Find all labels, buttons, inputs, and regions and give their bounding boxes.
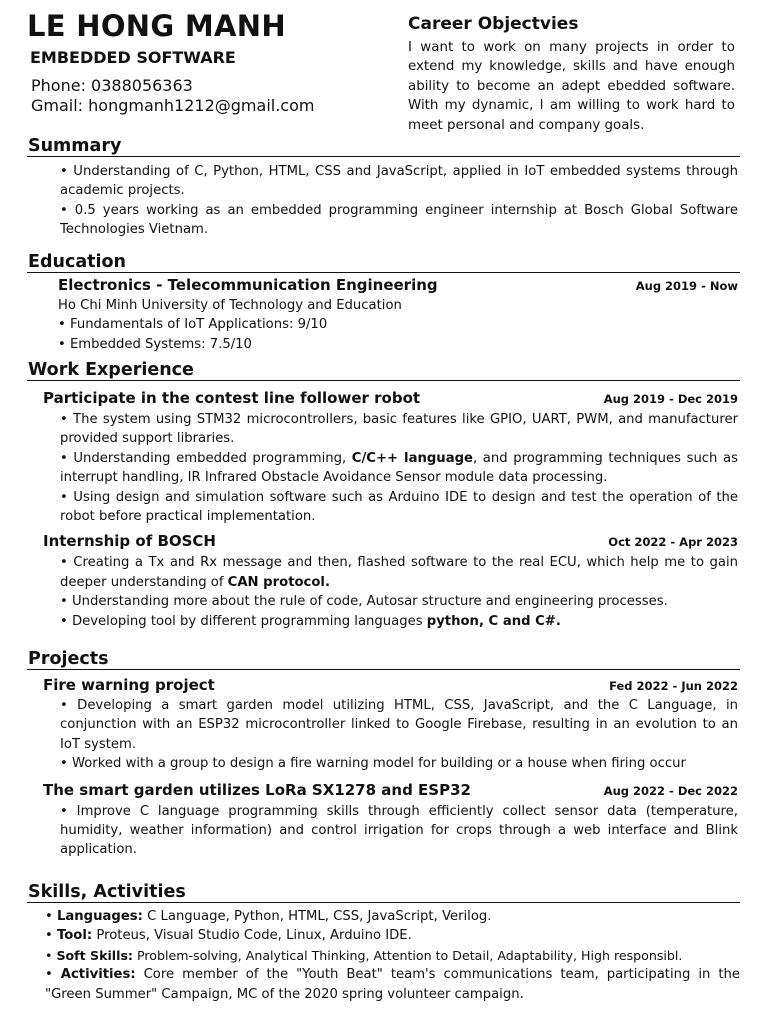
skill-languages: • Languages: C Language, Python, HTML, CSS, JavaScript, Verilog. [45,909,492,924]
work-heading [27,358,740,381]
career-objective [408,14,735,135]
work-bullet: • Understanding embedded programming, C/C++ language, and programming techniques such as interrupt handling, IR Infrared Obstacle Avoidance Sensor module data processing. [60,450,738,486]
work-bullet: • Creating a Tx and Rx message and then, flashed software to the real ECU, which help me to gain deeper understanding of CAN protocol. [60,555,738,590]
work-section [27,358,740,631]
work-bullet: • Developing tool by different programming languages python, C and C#. [60,613,561,629]
objective-title: Career Objectvies [408,14,579,34]
contact-phone: Phone: 0388056363 [31,76,193,95]
education-heading [27,250,740,273]
projects-title: Projects [28,649,109,669]
education-course: • Fundamentals of IoT Applications: 9/10 [58,317,328,333]
highlight-languages: python, C and C#. [426,613,561,629]
project-title: The smart garden utilizes LoRa SX1278 and ESP32 [43,780,471,799]
skills-heading [27,880,740,903]
objective-text: I want to work on many projects in order to extend my knowledge, skills and have enough ability to become an adept ebedded software. With my dynamic, I am willing to work hard to meet personal and company goals. [408,40,735,133]
education-degree: Electronics - Telecommunication Engineering [58,276,438,294]
projects-heading [27,647,740,670]
project-bullet: • Worked with a group to design a fire warning model for building or a house when firing occur [60,756,686,772]
project-bullet: • Developing a smart garden model utilizing HTML, CSS, JavaScript, and the C Language, in conjunction with an ESP32 microcontroller linked to Google Firebase, resulting in an evolution to an IoT system. [60,698,738,752]
summary-heading [27,134,740,157]
summary-item: • 0.5 years working as an embedded programming engineer internship at Bosch Global Software Technologies Vietnam. [60,202,738,238]
work-entry-date: Oct 2022 - Apr 2023 [608,535,738,550]
work-entry-title: Internship of BOSCH [43,532,216,551]
project-date: Fed 2022 - Jun 2022 [609,679,738,693]
summary-title: Summary [28,136,122,156]
skill-tools: • Tool: Proteus, Visual Studio Code, Linux, Arduino IDE. [45,928,412,944]
candidate-role: EMBEDDED SOFTWARE [30,48,236,67]
work-title: Work Experience [28,360,194,380]
education-date: Aug 2019 - Now [635,279,738,293]
project-bullet: • Improve C language programming skills through efficiently collect sensor data (temperature, humidity, weather information) and control irrigation for crops through a web interface and Blink application. [60,803,738,858]
education-course: • Embedded Systems: 7.5/10 [58,336,252,352]
skills-section [27,880,740,1004]
project-date: Aug 2022 - Dec 2022 [603,783,738,798]
skill-activities: • Activities: Core member of the "Youth Beat" team's communications team, participating in the "Green Summer" Campaign, MC of the 2020 spring volunteer campaign. [45,967,740,1002]
summary-item: • Understanding of C, Python, HTML, CSS and JavaScript, applied in IoT embedded systems through academic projects. [60,164,738,199]
education-title: Education [28,252,126,272]
work-bullet: • The system using STM32 microcontrollers, basic features like GPIO, UART, PWM, and manufacturer provided support libraries. [60,412,738,447]
candidate-name: LE HONG MANH [27,9,286,43]
skill-soft: • Soft Skills: Problem-solving, Analytical Thinking, Attention to Detail, Adaptability, High responsibl. [45,947,683,963]
work-bullet: • Using design and simulation software such as Arduino IDE to design and test the operation of the robot before practical implementation. [60,489,738,525]
work-bullet: • Understanding more about the rule of code, Autosar structure and engineering processes. [60,594,668,610]
summary-section [27,134,740,240]
highlight-can: CAN protocol. [227,574,330,590]
contact-email: Gmail: hongmanh1212@gmail.com [31,96,315,115]
skills-title: Skills, Activities [28,882,186,902]
work-entry-title: Participate in the contest line follower robot [43,389,421,407]
projects-section [27,647,740,860]
education-section [27,250,740,354]
highlight-cpp: C/C++ language [351,450,473,466]
project-title: Fire warning project [43,676,215,694]
work-entry-date: Aug 2019 - Dec 2019 [603,392,738,406]
education-school: Ho Chi Minh University of Technology and Education [58,298,402,313]
